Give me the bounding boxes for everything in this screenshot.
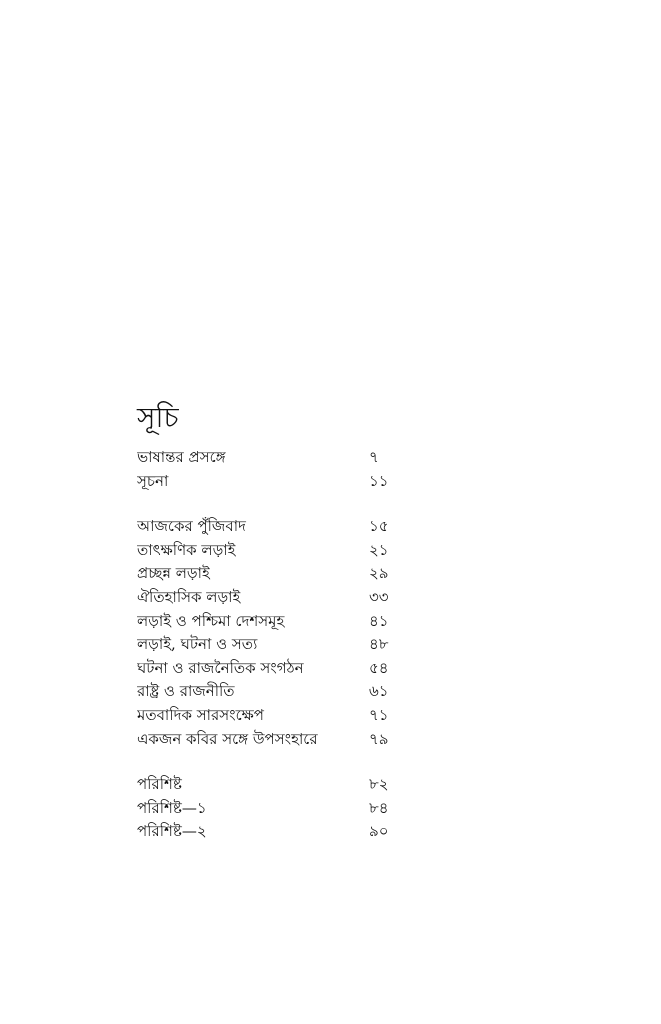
toc-entry — [137, 773, 399, 797]
toc-entry-label: প্রচ্ছন্ন লড়াই — [137, 564, 210, 583]
toc-entry-page: ১৫ — [369, 517, 389, 536]
toc-entry-label: মতবাদিক সারসংক্ষেপ — [137, 705, 264, 724]
toc-entry-page: ৭১ — [369, 705, 389, 724]
toc-entry-label: লড়াই ও পশ্চিমা দেশসমূহ — [137, 611, 285, 630]
toc-entry-label: আজকের পুঁজিবাদ — [137, 517, 246, 536]
toc-entry-page: ৯০ — [369, 822, 389, 841]
toc-entry-label: পরিশিষ্ট—২ — [137, 822, 207, 841]
toc-entry-page: ১১ — [369, 471, 389, 490]
toc-entry-page: ২৯ — [369, 564, 389, 583]
toc-entry-label: ভাষান্তর প্রসঙ্গে — [137, 448, 226, 466]
table-of-contents — [137, 400, 399, 844]
toc-entry — [137, 704, 399, 728]
toc-entry-label: পরিশিষ্ট—১ — [137, 798, 207, 817]
toc-entry — [137, 562, 399, 586]
toc-entry-label: ঘটনা ও রাজনৈতিক সংগঠন — [137, 658, 304, 677]
toc-entry-label: রাষ্ট্র ও রাজনীতি — [137, 682, 235, 701]
toc-entry-page: ৭৯ — [369, 729, 389, 748]
toc-entry — [137, 539, 399, 563]
toc-entry-label: তাৎক্ষণিক লড়াই — [137, 540, 236, 559]
toc-entry — [137, 728, 399, 752]
toc-title: সূচি — [137, 401, 179, 434]
toc-entry — [137, 586, 399, 610]
toc-entry-page: ৮২ — [369, 775, 389, 794]
toc-entry — [137, 446, 399, 470]
toc-entry-label: সূচনা — [137, 471, 169, 490]
toc-entry — [137, 680, 399, 704]
toc-entry — [137, 610, 399, 634]
toc-entry-label: লড়াই, ঘটনা ও সত্য — [137, 635, 258, 654]
toc-entry-page: ৪১ — [369, 611, 389, 630]
toc-entry-page: ৪৮ — [369, 635, 389, 654]
toc-entry-page: ৮৪ — [369, 798, 389, 817]
toc-entry-page: ২১ — [369, 540, 389, 559]
toc-entry — [137, 797, 399, 821]
toc-entry — [137, 820, 399, 844]
toc-entry-label: পরিশিষ্ট — [137, 775, 182, 794]
toc-group-front-matter — [137, 446, 399, 493]
toc-entry-label: ঐতিহাসিক লড়াই — [137, 587, 241, 606]
toc-entry — [137, 657, 399, 681]
toc-entry — [137, 515, 399, 539]
toc-group-appendices — [137, 773, 399, 844]
toc-entry — [137, 633, 399, 657]
toc-entry-label: একজন কবির সঙ্গে উপসংহারে — [137, 729, 318, 748]
toc-group-chapters — [137, 515, 399, 751]
toc-entry — [137, 470, 399, 494]
toc-entry-page: ৫৪ — [369, 658, 389, 677]
toc-entry-page: ৬১ — [369, 682, 389, 701]
toc-entry-page: ৩৩ — [369, 587, 389, 606]
toc-entry-page: ৭ — [369, 448, 379, 466]
